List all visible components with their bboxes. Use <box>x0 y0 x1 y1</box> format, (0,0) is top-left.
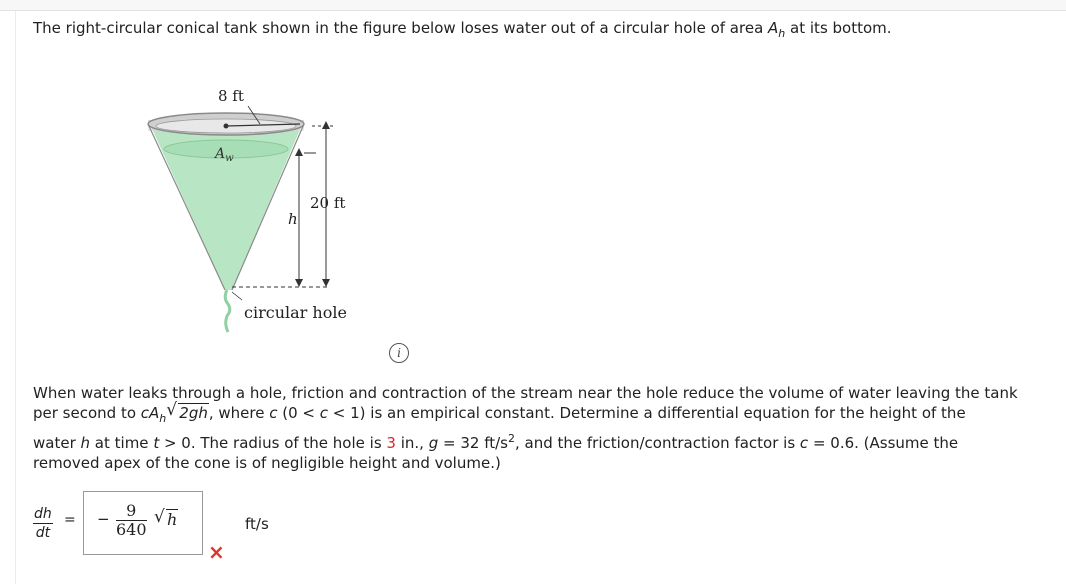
problem-text <box>33 383 1063 473</box>
sqrt-2gh: √ 2gh <box>166 400 208 422</box>
water-stream <box>225 290 230 332</box>
units-label: ft/s <box>245 515 269 533</box>
answer-input[interactable] <box>83 491 203 555</box>
conical-tank-figure <box>140 82 370 342</box>
h-arrow-top <box>295 148 303 156</box>
hole-leader <box>232 292 242 300</box>
height-arrow-bottom <box>322 279 330 287</box>
answer-fraction: $\frac{9}{640}$ <box>116 501 147 539</box>
problem-line-3: water h at time t > 0. The radius of the hole is 3 in., g = 32 $ft/s^2$, and the friction/contraction factor is c = 0.6. (Assume the <box>33 432 959 452</box>
minus-sign: − <box>97 510 110 528</box>
intro-text: The right-circular conical tank shown in the figure below loses water out of a circular hole of area $A_h$ at its bottom. <box>33 19 892 40</box>
label-8ft: 8 ft <box>218 87 244 105</box>
dh-dt-fraction: $\frac{dh}{dt}$ <box>34 506 52 541</box>
height-arrow-top <box>322 121 330 129</box>
label-20ft: 20 ft <box>310 194 346 212</box>
answer-row <box>33 490 353 564</box>
h-arrow-bottom <box>295 279 303 287</box>
incorrect-icon: × <box>208 540 225 564</box>
radius-value: 3 <box>386 434 396 452</box>
left-border <box>15 11 16 584</box>
info-icon[interactable]: i <box>389 343 409 363</box>
top-bar <box>0 0 1066 11</box>
label-h: h <box>288 210 298 228</box>
problem-line-4: removed apex of the cone is of negligible height and volume.) <box>33 454 501 472</box>
tank-diagram <box>140 82 370 342</box>
problem-line-2: per second to $cA_h$ √ 2gh, where c (0 < c < 1) is an empirical constant. Determine a differential equation for the height of the <box>33 400 966 425</box>
sqrt-h: √ h <box>154 507 178 529</box>
label-circular-hole: circular hole <box>244 303 347 322</box>
equals-sign: = <box>64 512 76 528</box>
problem-line-1: When water leaks through a hole, friction and contraction of the stream near the hole reduce the volume of water leaving the tank <box>33 384 1018 402</box>
label-aw: $A_w$ <box>215 146 234 164</box>
